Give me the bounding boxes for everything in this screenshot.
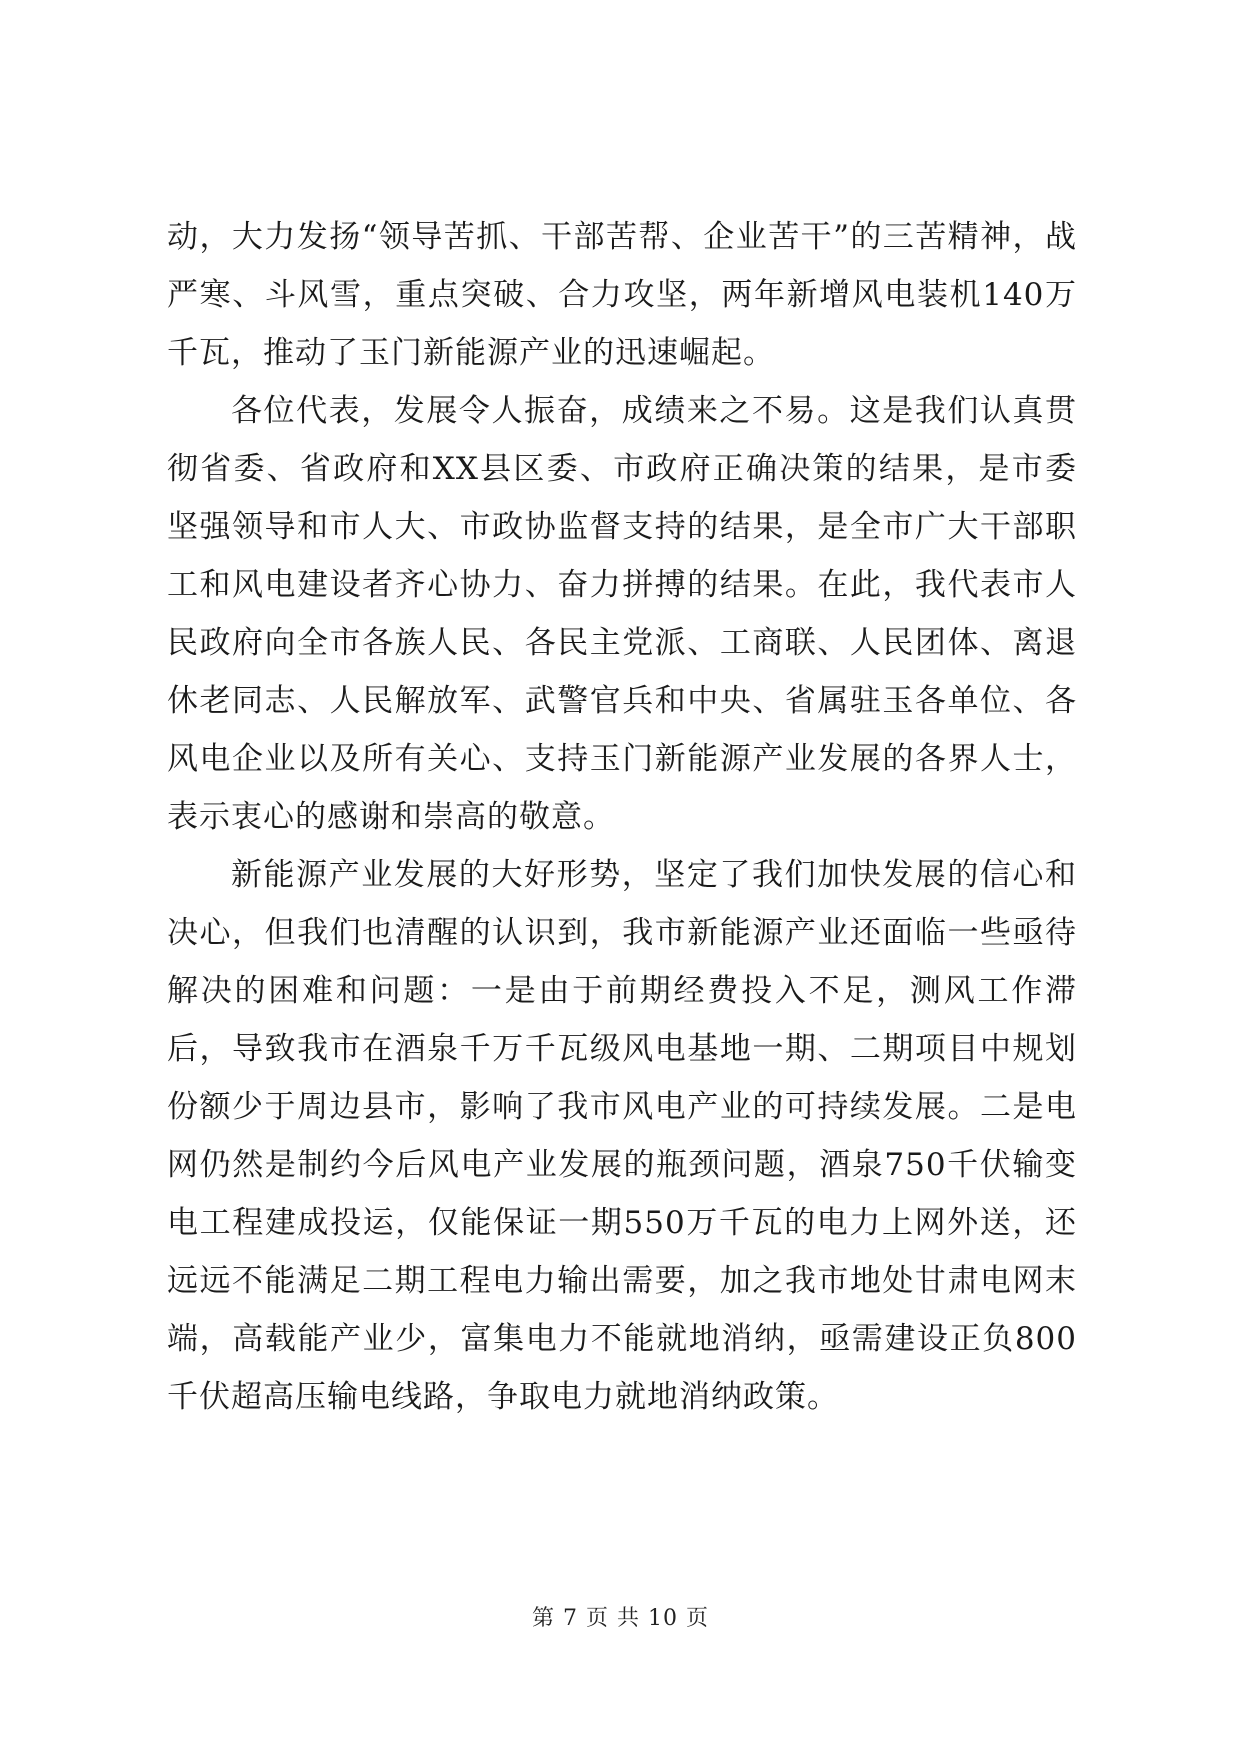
document-body (167, 208, 1077, 1426)
paragraph-acknowledgement: 各位代表，发展令人振奋，成绩来之不易。这是我们认真贯彻省委、省政府和XX县区委、市政府正确决策的结果，是市委坚强领导和市人大、市政协监督支持的结果，是全市广大干部职工和风电建设者齐心协力、奋力拼搏的结果。在此，我代表市人民政府向全市各族人民、各民主党派、工商联、人民团体、离退休老同志、人民解放军、武警官兵和中央、省属驻玉各单位、各风电企业以及所有关心、支持玉门新能源产业发展的各界人士，表示衷心的感谢和崇高的敬意。 (167, 393, 1077, 835)
paragraph-challenges: 新能源产业发展的大好形势，坚定了我们加快发展的信心和决心，但我们也清醒的认识到，我市新能源产业还面临一些亟待解决的困难和问题：一是由于前期经费投入不足，测风工作滞后，导致我市在酒泉千万千瓦级风电基地一期、二期项目中规划份额少于周边县市，影响了我市风电产业的可持续发展。二是电网仍然是制约今后风电产业发展的瓶颈问题，酒泉750千伏输变电工程建成投运，仅能保证一期550万千瓦的电力上网外送，还远远不能满足二期工程电力输出需要，加之我市地处甘肃电网末端，高载能产业少，富集电力不能就地消纳，亟需建设正负800千伏超高压输电线路，争取电力就地消纳政策。 (167, 857, 1077, 1415)
page-number-footer: 第 7 页 共 10 页 (532, 1606, 709, 1631)
paragraph-continuation: 动，大力发扬“领导苦抓、干部苦帮、企业苦干”的三苦精神，战严寒、斗风雪，重点突破、合力攻坚，两年新增风电装机140万千瓦，推动了玉门新能源产业的迅速崛起。 (167, 219, 1077, 371)
